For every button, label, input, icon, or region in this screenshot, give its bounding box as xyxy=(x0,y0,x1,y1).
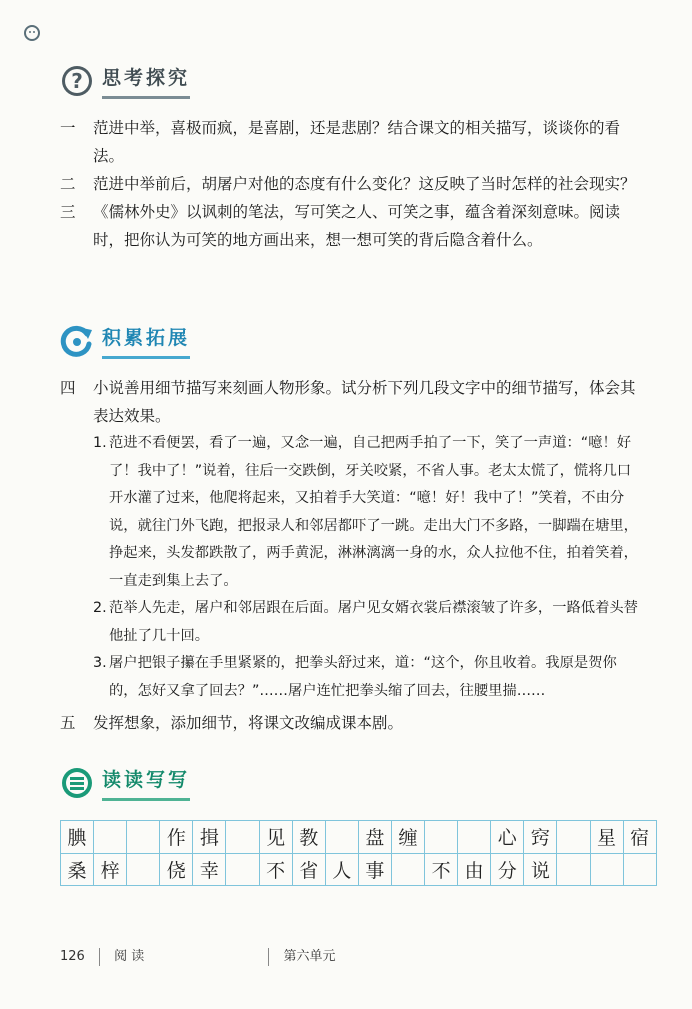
grid-row xyxy=(61,853,657,886)
grid-row xyxy=(61,821,657,854)
excerpt-list xyxy=(93,430,640,705)
excerpt-item xyxy=(93,650,640,705)
section-title: 积累拓展 xyxy=(102,323,190,359)
question-number: 二 xyxy=(60,175,76,193)
page-number: 126 xyxy=(60,949,85,964)
question-text: 范进中举，喜极而疯，是喜剧，还是悲剧？结合课文的相关描写，谈谈你的看法。 xyxy=(93,119,621,165)
page-footer xyxy=(60,945,336,966)
grid-cell: 幸 xyxy=(193,853,226,886)
extension-questions xyxy=(60,374,640,737)
question-number: 四 xyxy=(60,379,76,397)
question-text: 发挥想象，添加细节，将课文改编成课本剧。 xyxy=(93,714,404,732)
grid-cell: 梓 xyxy=(94,853,127,886)
grid-cell xyxy=(623,853,656,886)
svg-text:?: ? xyxy=(71,69,83,93)
grid-cell: 作 xyxy=(160,821,193,854)
section-header-thinking xyxy=(60,63,190,99)
grid-cell: 事 xyxy=(358,853,391,886)
grid-cell: 分 xyxy=(491,853,524,886)
refresh-arrow-icon xyxy=(60,324,94,358)
grid-cell xyxy=(94,821,127,854)
grid-cell: 由 xyxy=(458,853,491,886)
question-item xyxy=(60,170,640,198)
question-text: 范进中举前后，胡屠户对他的态度有什么变化？这反映了当时怎样的社会现实？ xyxy=(93,175,636,193)
grid-cell xyxy=(425,821,458,854)
section-header-reading-writing xyxy=(60,765,190,801)
grid-cell xyxy=(590,853,623,886)
excerpt-number: 3. xyxy=(93,655,107,671)
vocabulary-grid xyxy=(60,820,657,886)
question-item xyxy=(60,198,640,254)
grid-cell xyxy=(226,821,259,854)
grid-cell: 窍 xyxy=(524,821,557,854)
excerpt-text: 范举人先走，屠户和邻居跟在后面。屠户见女婿衣裳后襟滚皱了许多，一路低着头替他扯了几十回。 xyxy=(109,600,638,644)
grid-cell: 缠 xyxy=(391,821,424,854)
excerpt-number: 2. xyxy=(93,600,107,616)
thinking-questions xyxy=(60,114,640,254)
grid-cell: 说 xyxy=(524,853,557,886)
question-item xyxy=(60,374,640,430)
grid-cell xyxy=(458,821,491,854)
excerpt-number: 1. xyxy=(93,435,107,451)
footer-section: 阅 读 xyxy=(114,949,145,964)
grid-cell xyxy=(127,853,160,886)
grid-cell: 不 xyxy=(259,853,292,886)
grid-cell: 星 xyxy=(590,821,623,854)
grid-cell xyxy=(557,853,590,886)
grid-cell: 腆 xyxy=(61,821,94,854)
grid-cell xyxy=(226,853,259,886)
grid-cell: 省 xyxy=(292,853,325,886)
section-title: 读读写写 xyxy=(102,765,190,801)
smiley-icon xyxy=(24,25,40,41)
grid-cell xyxy=(127,821,160,854)
question-item xyxy=(60,114,640,170)
excerpt-item xyxy=(93,430,640,595)
list-icon xyxy=(60,766,94,800)
grid-cell xyxy=(557,821,590,854)
section-header-extension xyxy=(60,323,190,359)
question-text: 《儒林外史》以讽刺的笔法，写可笑之人、可笑之事，蕴含着深刻意味。阅读时，把你认为可笑的地方画出来，想一想可笑的背后隐含着什么。 xyxy=(93,203,621,249)
excerpt-text: 屠户把银子攥在手里紧紧的，把拳头舒过来，道：“这个，你且收着。我原是贺你的，怎好又拿了回去？”……屠户连忙把拳头缩了回去，往腰里揣…… xyxy=(109,655,617,699)
grid-cell: 盘 xyxy=(358,821,391,854)
grid-cell: 见 xyxy=(259,821,292,854)
question-number: 五 xyxy=(60,714,76,732)
footer-divider xyxy=(99,948,100,966)
question-text: 小说善用细节描写来刻画人物形象。试分析下列几段文字中的细节描写，体会其表达效果。 xyxy=(93,379,636,425)
question-number: 一 xyxy=(60,119,76,137)
grid-cell: 揖 xyxy=(193,821,226,854)
grid-cell xyxy=(391,853,424,886)
grid-cell: 不 xyxy=(425,853,458,886)
section-title: 思考探究 xyxy=(102,63,190,99)
question-number: 三 xyxy=(60,203,76,221)
grid-cell: 心 xyxy=(491,821,524,854)
grid-cell xyxy=(325,821,358,854)
footer-divider xyxy=(268,948,269,966)
question-icon xyxy=(60,64,94,98)
grid-cell: 侥 xyxy=(160,853,193,886)
excerpt-item xyxy=(93,595,640,650)
grid-cell: 教 xyxy=(292,821,325,854)
footer-unit: 第六单元 xyxy=(283,949,336,964)
grid-cell: 桑 xyxy=(61,853,94,886)
question-item xyxy=(60,709,640,737)
excerpt-text: 范进不看便罢，看了一遍，又念一遍，自己把两手拍了一下，笑了一声道：“噫！好了！我中了！”说着，往后一交跌倒，牙关咬紧，不省人事。老太太慌了，慌将几口开水灌了过来，他爬将起来，又拍着手大笑道：“噫！好！我中了！”笑着，不由分说，就往门外飞跑，把报录人和邻居都吓了一跳。走出大门不多路，一脚踹在塘里，挣起来，头发都跌散了，两手黄泥，淋淋漓漓一身的水，众人拉他不住，拍着笑着，一直走到集上去了。 xyxy=(109,435,638,589)
grid-cell: 人 xyxy=(325,853,358,886)
grid-cell: 宿 xyxy=(623,821,656,854)
